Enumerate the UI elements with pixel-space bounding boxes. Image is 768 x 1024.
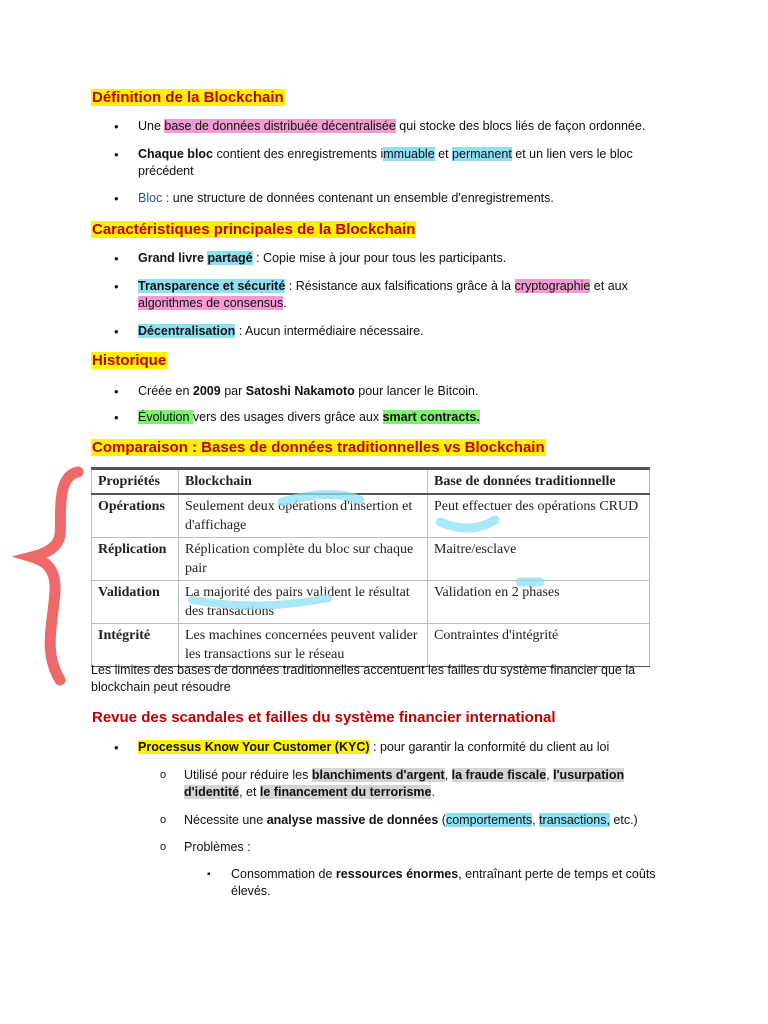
sub-bullet-marker: o: [160, 769, 167, 781]
kyc-sub-bullet-1: Utilisé pour réduire les blanchiments d'argent, la fraude fiscale, l'usurpation d'identité, et le financement du terrorisme.: [184, 768, 625, 799]
curly-brace-mark: [32, 472, 78, 680]
table-cell: Validation en 2 phases: [428, 581, 650, 624]
table-cell: Intégrité: [92, 624, 179, 667]
sub-bullet-marker: o: [160, 814, 167, 826]
table-cell: Réplication: [92, 538, 179, 581]
table-cell: Contraintes d'intégrité: [428, 624, 650, 667]
scandals-bullet-1: Processus Know Your Customer (KYC) : pour garantir la conformité du client au loi: [138, 740, 610, 754]
table-cell: Peut effectuer des opérations CRUD: [428, 494, 650, 538]
characteristics-bullet-2: Transparence et sécurité : Résistance aux falsifications grâce à la cryptographie et aux algorithmes de consensus.: [138, 279, 628, 310]
table-cell: Opérations: [92, 494, 179, 538]
table-header: Base de données traditionnelle: [428, 469, 650, 495]
heading-definition: Définition de la Blockchain: [92, 89, 284, 106]
kyc-sub-bullet-2: Nécessite une analyse massive de données (comportements, transactions, etc.): [184, 813, 638, 827]
bullet-marker: •: [114, 384, 119, 399]
table-header: Blockchain: [179, 469, 428, 495]
kyc-sub-bullet-3: Problèmes :: [184, 840, 251, 854]
bullet-marker: •: [114, 251, 119, 266]
table-cell: Validation: [92, 581, 179, 624]
bullet-marker: •: [114, 191, 119, 206]
square-bullet-marker: ▪: [207, 869, 211, 880]
bullet-marker: •: [114, 410, 119, 425]
bullet-marker: •: [114, 119, 119, 134]
table-cell: Maitre/esclave: [428, 538, 650, 581]
definition-bullet-2: Chaque bloc contient des enregistrements immuable et permanent et un lien vers le bloc précédent: [138, 147, 633, 178]
bullet-marker: •: [114, 279, 119, 294]
characteristics-bullet-1: Grand livre partagé : Copie mise à jour pour tous les participants.: [138, 251, 507, 265]
bullet-marker: •: [114, 147, 119, 162]
heading-history: Historique: [92, 352, 167, 369]
history-bullet-1: Créée en 2009 par Satoshi Nakamoto pour lancer le Bitcoin.: [138, 384, 479, 398]
sub-bullet-marker: o: [160, 841, 167, 853]
table-header: Propriétés: [92, 469, 179, 495]
table-cell: Réplication complète du bloc sur chaque pair: [179, 538, 428, 581]
bullet-marker: •: [114, 740, 119, 755]
highlighter-stroke: [192, 598, 328, 606]
definition-bullet-1: Une base de données distribuée décentralisée qui stocke des blocs liés de façon ordonnée.: [138, 119, 646, 133]
definition-bullet-3: Bloc : une structure de données contenant un ensemble d'enregistrements.: [138, 191, 554, 205]
heading-scandals: Revue des scandales et failles du système financier international: [92, 709, 556, 726]
history-bullet-2: Évolution vers des usages divers grâce aux smart contracts.: [138, 410, 480, 424]
highlighter-stroke: [440, 520, 495, 528]
problems-sub-bullet-1: Consommation de ressources énormes, entraînant perte de temps et coûts élevés.: [231, 867, 656, 898]
table-cell: La majorité des pairs valident le résultat des transactions: [179, 581, 428, 624]
table-cell: Les machines concernées peuvent valider les transactions sur le réseau: [179, 624, 428, 667]
heading-comparison: Comparaison : Bases de données traditionnelles vs Blockchain: [92, 439, 545, 456]
characteristics-bullet-3: Décentralisation : Aucun intermédiaire nécessaire.: [138, 324, 424, 338]
bullet-marker: •: [114, 324, 119, 339]
heading-characteristics: Caractéristiques principales de la Blockchain: [92, 221, 416, 238]
table-cell: Seulement deux opérations d'insertion et d'affichage: [179, 494, 428, 538]
highlighter-stroke: [282, 494, 360, 502]
comparison-note: Les limites des bases de données traditionnelles accentuent les failles du système financier que la blockchain peut résoudre: [91, 663, 636, 694]
